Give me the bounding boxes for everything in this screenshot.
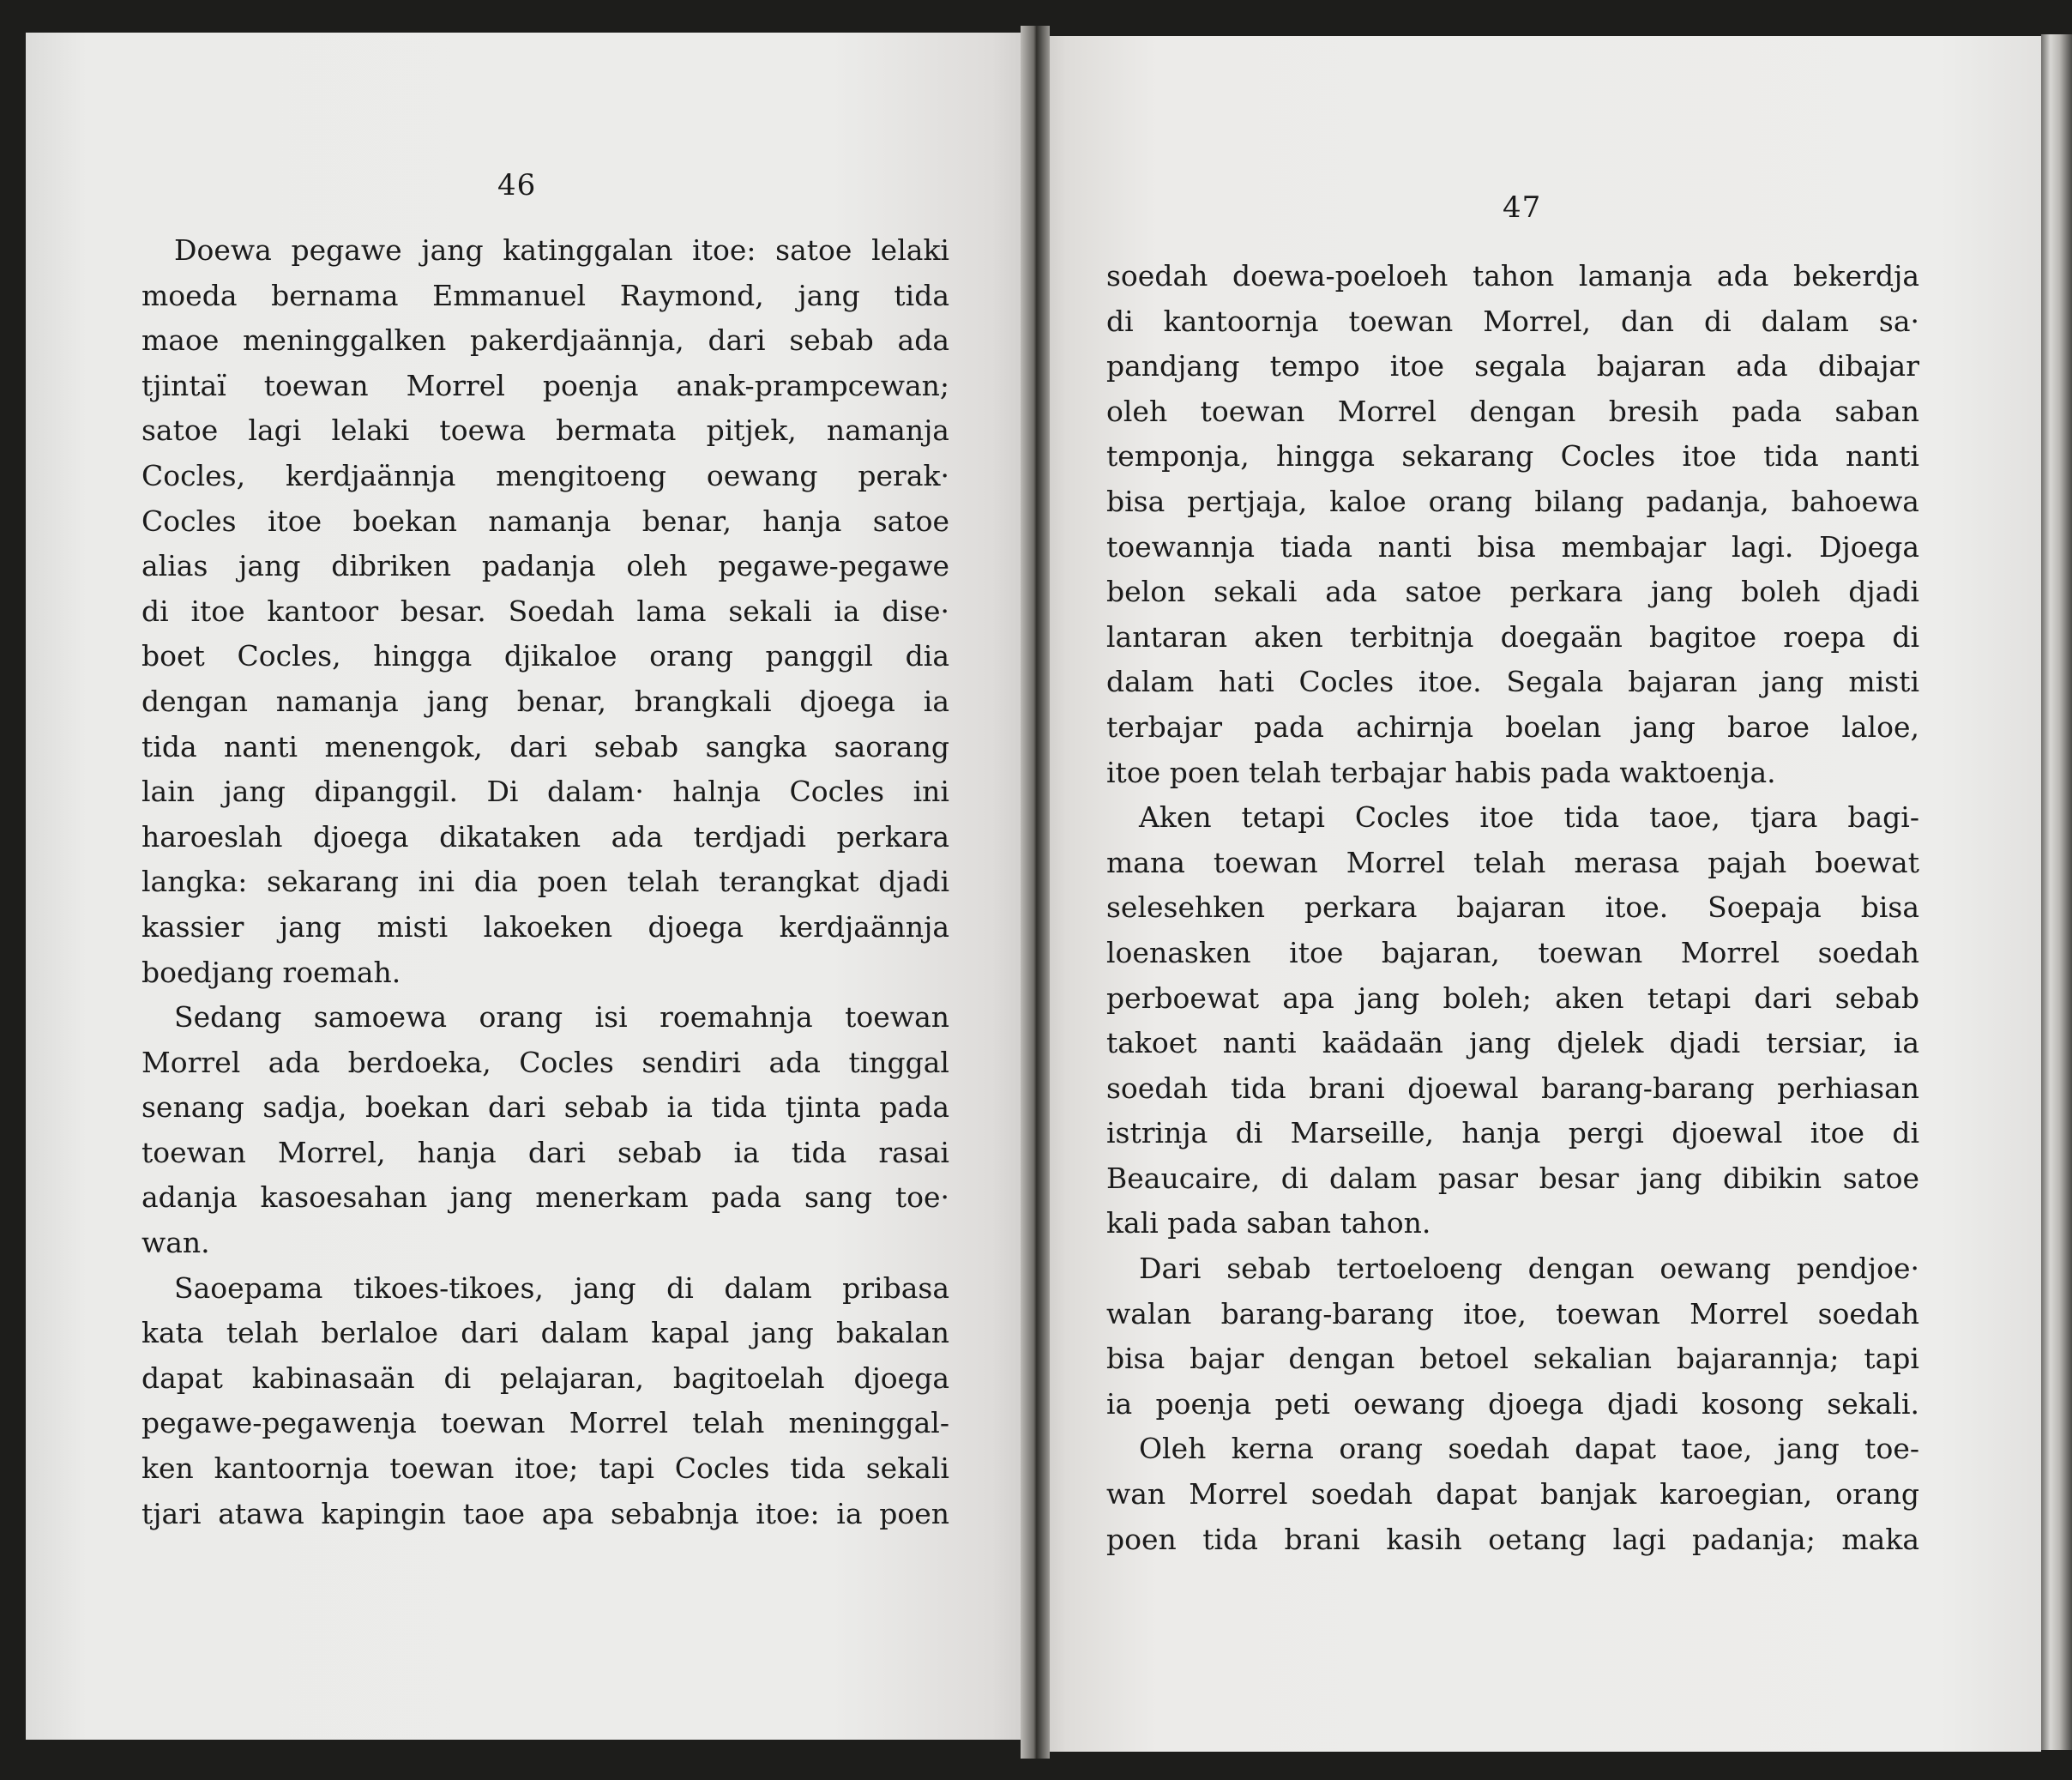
- text-line: poen tida brani kasih oetang lagi padanja; maka: [1106, 1522, 1919, 1556]
- text-line: pegawe-pegawenja toewan Morrel telah meninggal-: [142, 1406, 949, 1440]
- text-line: Dari sebab tertoeloeng dengan oewang pendjoe·: [1139, 1252, 1919, 1286]
- text-line: soedah tida brani djoewal barang-barang perhiasan: [1106, 1071, 1919, 1105]
- text-line: takoet nanti kaädaän jang djelek djadi tersiar, ia: [1106, 1026, 1919, 1060]
- text-line: lain jang dipanggil. Di dalam· halnja Cocles ini: [142, 775, 949, 809]
- text-line: Sedang samoewa orang isi roemahnja toewan: [174, 1000, 949, 1035]
- text-line: boet Cocles, hingga djikaloe orang panggil dia: [142, 639, 949, 673]
- text-line: di kantoornja toewan Morrel, dan di dalam sa·: [1106, 304, 1919, 338]
- text-line: di itoe kantoor besar. Soedah lama sekali ia dise·: [142, 594, 949, 628]
- text-line: toewan Morrel, hanja dari sebab ia tida rasai: [142, 1135, 949, 1169]
- text-line: lantaran aken terbitnja doegaän bagitoe roepa di: [1106, 619, 1919, 654]
- text-line: alias jang dibriken padanja oleh pegawe-pegawe: [142, 549, 949, 583]
- text-line: tida nanti menengok, dari sebab sangka saorang: [142, 729, 949, 763]
- text-line: Morrel ada berdoeka, Cocles sendiri ada tinggal: [142, 1045, 949, 1079]
- text-line: Beaucaire, di dalam pasar besar jang dibikin satoe: [1106, 1161, 1919, 1195]
- page-number-left: 46: [497, 168, 537, 202]
- text-line: maoe meninggalken pakerdjaännja, dari sebab ada: [142, 323, 949, 358]
- page-number-right: 47: [1503, 190, 1542, 225]
- text-line: boedjang roemah.: [142, 955, 401, 989]
- text-line: mana toewan Morrel telah merasa pajah boewat: [1106, 845, 1919, 879]
- text-line: tjintaï toewan Morrel poenja anak-prampcewan;: [142, 368, 949, 402]
- text-line: moeda bernama Emmanuel Raymond, jang tida: [142, 278, 949, 312]
- text-line: temponja, hingga sekarang Cocles itoe tida nanti: [1106, 439, 1919, 474]
- text-line: soedah doewa-poeloeh tahon lamanja ada bekerdja: [1106, 259, 1919, 293]
- text-line: dengan namanja jang benar, brangkali djoega ia: [142, 684, 949, 718]
- text-line: Cocles itoe boekan namanja benar, hanja satoe: [142, 504, 949, 538]
- text-line: istrinja di Marseille, hanja pergi djoewal itoe di: [1106, 1116, 1919, 1150]
- text-line: toewannja tiada nanti bisa membajar lagi. Djoega: [1106, 529, 1919, 564]
- text-line: kassier jang misti lakoeken djoega kerdjaännja: [142, 909, 949, 944]
- text-line: adanja kasoesahan jang menerkam pada sang toe·: [142, 1180, 949, 1215]
- text-line: kata telah berlaloe dari dalam kapal jang bakalan: [142, 1316, 949, 1350]
- text-line: itoe poen telah terbajar habis pada waktoenja.: [1106, 755, 1776, 789]
- text-line: Oleh kerna orang soedah dapat taoe, jang toe-: [1139, 1432, 1919, 1466]
- text-line: oleh toewan Morrel dengan bresih pada saban: [1106, 394, 1919, 428]
- text-line: tjari atawa kapingin taoe apa sebabnja itoe: ia poen: [142, 1496, 949, 1530]
- text-line: Aken tetapi Cocles itoe tida taoe, tjara bagi-: [1139, 800, 1919, 835]
- text-line: belon sekali ada satoe perkara jang boleh djadi: [1106, 575, 1919, 609]
- book-gutter: [1021, 26, 1050, 1759]
- right-page-text: [1106, 254, 1919, 1562]
- text-line: Doewa pegawe jang katinggalan itoe: satoe lelaki: [174, 233, 949, 267]
- text-line: terbajar pada achirnja boelan jang baroe laloe,: [1106, 709, 1919, 744]
- text-line: perboewat apa jang boleh; aken tetapi dari sebab: [1106, 981, 1919, 1015]
- text-line: kali pada saban tahon.: [1106, 1206, 1431, 1240]
- text-line: wan.: [142, 1226, 210, 1260]
- text-line: haroeslah djoega dikataken ada terdjadi perkara: [142, 819, 949, 854]
- left-page-text: [142, 228, 949, 1536]
- text-line: walan barang-barang itoe, toewan Morrel soedah: [1106, 1296, 1919, 1330]
- text-line: langka: sekarang ini dia poen telah terangkat djadi: [142, 865, 949, 899]
- text-line: ken kantoornja toewan itoe; tapi Cocles tida sekali: [142, 1451, 949, 1486]
- text-line: pandjang tempo itoe segala bajaran ada dibajar: [1106, 349, 1919, 383]
- text-line: dapat kabinasaän di pelajaran, bagitoelah djoega: [142, 1361, 949, 1395]
- text-line: bisa pertjaja, kaloe orang bilang padanja, bahoewa: [1106, 484, 1919, 518]
- text-line: satoe lagi lelaki toewa bermata pitjek, namanja: [142, 413, 949, 448]
- text-line: Cocles, kerdjaännja mengitoeng oewang perak·: [142, 458, 949, 492]
- text-line: senang sadja, boekan dari sebab ia tida tjinta pada: [142, 1090, 949, 1125]
- text-line: dalam hati Cocles itoe. Segala bajaran jang misti: [1106, 665, 1919, 699]
- text-line: ia poenja peti oewang djoega djadi kosong sekali.: [1106, 1386, 1919, 1421]
- text-line: bisa bajar dengan betoel sekalian bajarannja; tapi: [1106, 1342, 1919, 1376]
- text-line: loenasken itoe bajaran, toewan Morrel soedah: [1106, 935, 1919, 969]
- page-edge: [2041, 34, 2072, 1750]
- text-line: selesehken perkara bajaran itoe. Soepaja bisa: [1106, 890, 1919, 925]
- text-line: wan Morrel soedah dapat banjak karoegian, orang: [1106, 1477, 1919, 1511]
- text-line: Saoepama tikoes-tikoes, jang di dalam pribasa: [174, 1270, 949, 1305]
